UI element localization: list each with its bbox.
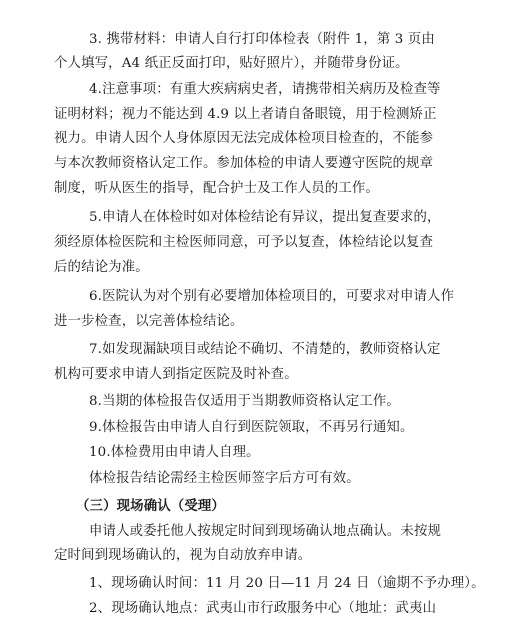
text-line: 8.当期的体检报告仅适用于当期教师资格认定工作。 (89, 394, 400, 409)
text-line: 证明材料；视力不能达到 4.9 以上者请自备眼镜，用于检测矫正 (54, 107, 437, 122)
text-line: 9.体检报告由申请人自行到医院领取，不再另行通知。 (89, 420, 414, 435)
text-line: 与本次教师资格认定工作。参加体检的申请人要遵守医院的规章 (54, 156, 434, 171)
section-heading: （三）现场确认（受理） (76, 498, 225, 514)
text-line: 申请人或委托他人按规定时间到现场确认地点确认。未按规 (89, 524, 442, 539)
text-line: 4.注意事项：有重大疾病病史者，请携带相关病历及检查等 (89, 82, 441, 97)
text-line: 5.申请人在体检时如对体检结论有异议，提出复查要求的， (89, 210, 441, 225)
text-line: 体检报告结论需经主检医师签字后方可有效。 (89, 471, 360, 486)
text-line: 定时间到现场确认的，视为自动放弃申请。 (54, 548, 312, 563)
text-line: 须经原体检医院和主检医师同意，可予以复查，体检结论以复查 (54, 235, 434, 250)
text-line: 进一步检查，以完善体检结论。 (54, 314, 244, 329)
text-line: 后的结论为准。 (54, 260, 149, 275)
text-line: 3. 携带材料：申请人自行打印体检表（附件 1，第 3 页由 (89, 32, 435, 47)
text-line: 制度，听从医生的指导，配合护士及工作人员的工作。 (54, 181, 379, 196)
text-line: 2、现场确认地点：武夷山市行政服务中心（地址：武夷山 (89, 601, 437, 616)
text-line: 1、现场确认时间：11 月 20 日—11 月 24 日（逾期不予办理）。 (89, 576, 485, 591)
text-line: 6.医院认为对个别有必要增加体检项目的，可要求对申请人作 (89, 289, 455, 304)
text-line: 机构可要求申请人到指定医院及时补查。 (54, 367, 298, 382)
text-line: 7.如发现漏缺项目或结论不确切、不清楚的，教师资格认定 (89, 342, 441, 357)
text-line: 视力。申请人因个人身体原因无法完成体检项目检查的，不能参 (54, 131, 434, 146)
text-line: 10.体检费用由申请人自理。 (89, 445, 260, 460)
text-line: 个人填写，A4 纸正反面打印，贴好照片），并随带身份证。 (54, 56, 409, 71)
